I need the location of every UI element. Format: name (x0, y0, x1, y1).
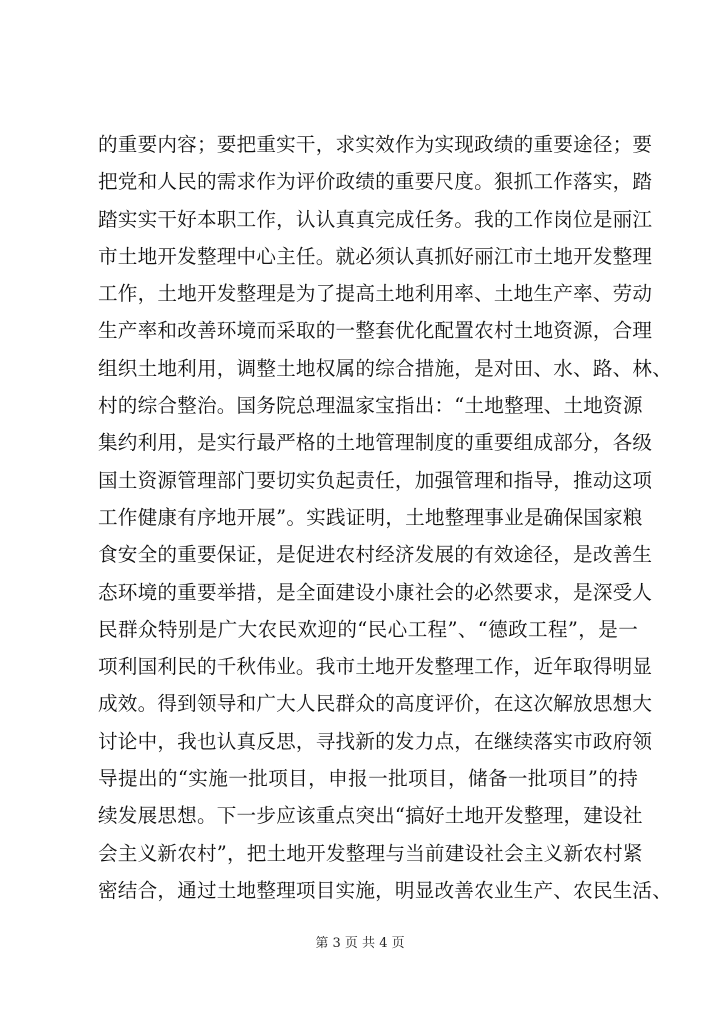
text-line: 食安全的重要保证，是促进农村经济发展的有效途径，是改善生 (98, 543, 653, 567)
text-line: 生产率和改善环境而采取的一整套优化配置农村土地资源，合理 (98, 319, 653, 343)
text-line: 工作健康有序地开展”。实践证明，土地整理事业是确保国家粮 (98, 505, 643, 529)
text-line: 市土地开发整理中心主任。就必须认真抓好丽江市土地开发整理 (98, 244, 653, 268)
text-line: 续发展思想。下一步应该重点突出“搞好土地开发整理，建设社 (98, 804, 643, 828)
text-line: 工作，土地开发整理是为了提高土地利用率、土地生产率、劳动 (98, 282, 653, 306)
page-footer: 第 3 页 共 4 页 (315, 936, 405, 951)
text-line: 村的综合整治。国务院总理温家宝指出：“土地整理、土地资源 (98, 394, 643, 418)
text-line: 国土资源管理部门要切实负起责任，加强管理和指导，推动这项 (98, 468, 653, 492)
text-line: 集约利用，是实行最严格的土地管理制度的重要组成部分，各级 (98, 431, 653, 455)
text-line: 会主义新农村”，把土地开发整理与当前建设社会主义新农村紧 (98, 841, 643, 865)
text-line: 把党和人民的需求作为评价政绩的重要尺度。狠抓工作落实，踏 (98, 170, 653, 194)
text-line: 讨论中，我也认真反思，寻找新的发力点，在继续落实市政府领 (98, 729, 653, 753)
text-line: 踏实实干好本职工作，认认真真完成任务。我的工作岗位是丽江 (98, 207, 653, 231)
text-line: 民群众特别是广大农民欢迎的“民心工程”、“德政工程”，是一 (98, 617, 638, 641)
text-line: 密结合，通过土地整理项目实施，明显改善农业生产、农民生活、 (98, 878, 673, 902)
text-line: 成效。得到领导和广大人民群众的高度评价，在这次解放思想大 (98, 692, 653, 716)
text-line: 组织土地利用，调整土地权属的综合措施，是对田、水、路、林、 (98, 356, 673, 380)
text-line: 态环境的重要举措，是全面建设小康社会的必然要求，是深受人 (98, 580, 653, 604)
text-line: 导提出的“实施一批项目，申报一批项目，储备一批项目”的持 (98, 767, 638, 791)
body-text (98, 126, 673, 909)
text-line: 项利国利民的千秋伟业。我市土地开发整理工作，近年取得明显 (98, 655, 653, 679)
text-line: 的重要内容；要把重实干，求实效作为实现政绩的重要途径；要 (98, 133, 653, 156)
